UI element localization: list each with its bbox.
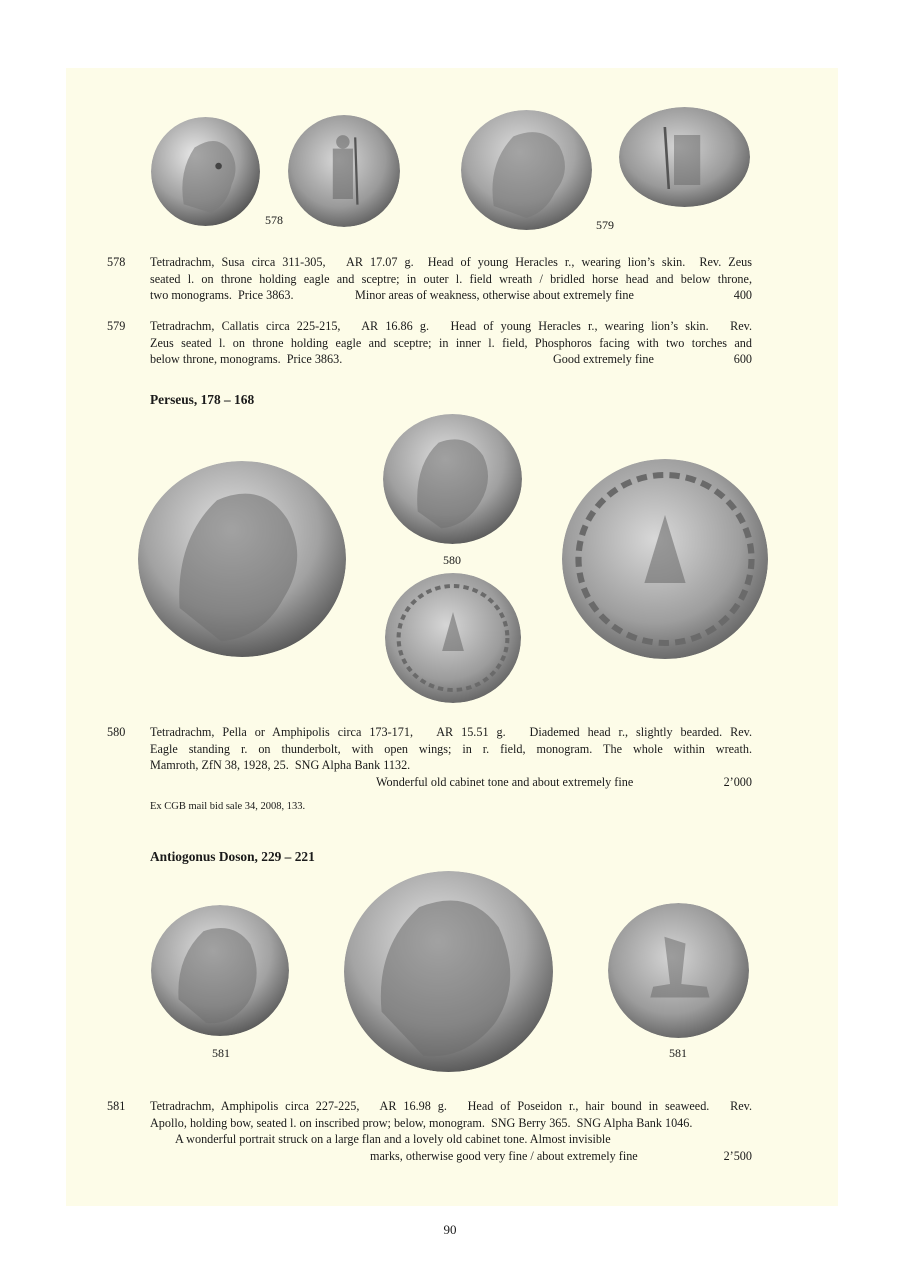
section-heading-antigonus: Antiogonus Doson, 229 – 221 bbox=[150, 849, 315, 864]
estimate-price: 2’500 bbox=[723, 1148, 752, 1163]
coin-label-581-right: 581 bbox=[669, 1046, 687, 1060]
coin-label-579: 579 bbox=[596, 218, 614, 232]
reference-text: below throne, monograms. Price 3863. bbox=[150, 352, 343, 367]
coin-581-obverse-image bbox=[151, 905, 289, 1036]
lot-number: 580 bbox=[107, 725, 126, 739]
description-line bbox=[150, 351, 752, 368]
coin-580-obverse-image bbox=[383, 414, 522, 544]
coin-581-reverse-image bbox=[608, 903, 749, 1038]
grade-text: Minor areas of weakness, otherwise about extremely fine bbox=[355, 288, 634, 303]
grade-text: Wonderful old cabinet tone and about extremely fine bbox=[376, 774, 634, 789]
grade-text: Good extremely fine bbox=[553, 352, 654, 367]
coin-579-obverse-image bbox=[461, 110, 592, 230]
description-line bbox=[150, 774, 752, 791]
description-line: Eagle standing r. on thunderbolt, with open wings; in r. field, monogram. The whole within wreath. bbox=[150, 741, 752, 756]
coin-579-reverse-image bbox=[619, 107, 750, 207]
description-line: seated l. on throne holding eagle and sceptre; in outer l. field wreath / bridled horse head and below throne, bbox=[150, 271, 752, 286]
lot-number: 578 bbox=[107, 255, 126, 269]
estimate-price: 600 bbox=[733, 352, 752, 367]
lot-number: 581 bbox=[107, 1099, 126, 1113]
estimate-price: 2’000 bbox=[723, 774, 752, 789]
coin-581-large-obverse-image bbox=[344, 871, 553, 1072]
grade-text: A wonderful portrait struck on a large flan and a lovely old cabinet tone. Almost invisible bbox=[175, 1132, 611, 1147]
coin-label-578: 578 bbox=[265, 213, 283, 227]
description-line bbox=[150, 1148, 752, 1165]
reference-text: two monograms. Price 3863. bbox=[150, 288, 294, 303]
description-line: Zeus seated l. on throne holding eagle and sceptre; in inner l. field, Phosphoros facing with two torches and bbox=[150, 335, 752, 350]
estimate-price: 400 bbox=[733, 288, 752, 303]
section-heading-perseus: Perseus, 178 – 168 bbox=[150, 392, 255, 407]
coin-label-581-left: 581 bbox=[212, 1046, 230, 1060]
coin-580-large-reverse-image bbox=[562, 459, 768, 659]
lot-number: 579 bbox=[107, 319, 126, 333]
provenance-note: Ex CGB mail bid sale 34, 2008, 133. bbox=[150, 801, 306, 812]
coin-578-reverse-image bbox=[288, 115, 400, 227]
description-line: Tetradrachm, Callatis circa 225-215, AR 16.86 g. Head of young Heracles r., wearing lion’s skin. Rev. bbox=[150, 319, 752, 333]
description-line: Tetradrachm, Amphipolis circa 227-225, AR 16.98 g. Head of Poseidon r., hair bound in seaweed. Rev. bbox=[150, 1099, 752, 1113]
description-line: Tetradrachm, Susa circa 311-305, AR 17.07 g. Head of young Heracles r., wearing lion’s skin. Rev. Zeus bbox=[150, 255, 752, 269]
coin-578-obverse-image bbox=[151, 117, 260, 226]
coin-label-580: 580 bbox=[443, 553, 461, 567]
description-line bbox=[150, 287, 752, 304]
description-line bbox=[150, 1131, 752, 1148]
grade-text: marks, otherwise good very fine / about extremely fine bbox=[370, 1148, 638, 1163]
coin-580-reverse-image bbox=[385, 573, 521, 703]
page-number: 90 bbox=[443, 1222, 457, 1237]
description-line: Tetradrachm, Pella or Amphipolis circa 173-171, AR 15.51 g. Diademed head r., slightly bearded. Rev. bbox=[150, 725, 752, 739]
description-line: Apollo, holding bow, seated l. on inscribed prow; below, monogram. SNG Berry 365. SNG Alpha Bank 1046. bbox=[150, 1115, 693, 1130]
coin-580-large-obverse-image bbox=[138, 461, 346, 657]
description-line: Mamroth, ZfN 38, 1928, 25. SNG Alpha Bank 1132. bbox=[150, 758, 411, 773]
